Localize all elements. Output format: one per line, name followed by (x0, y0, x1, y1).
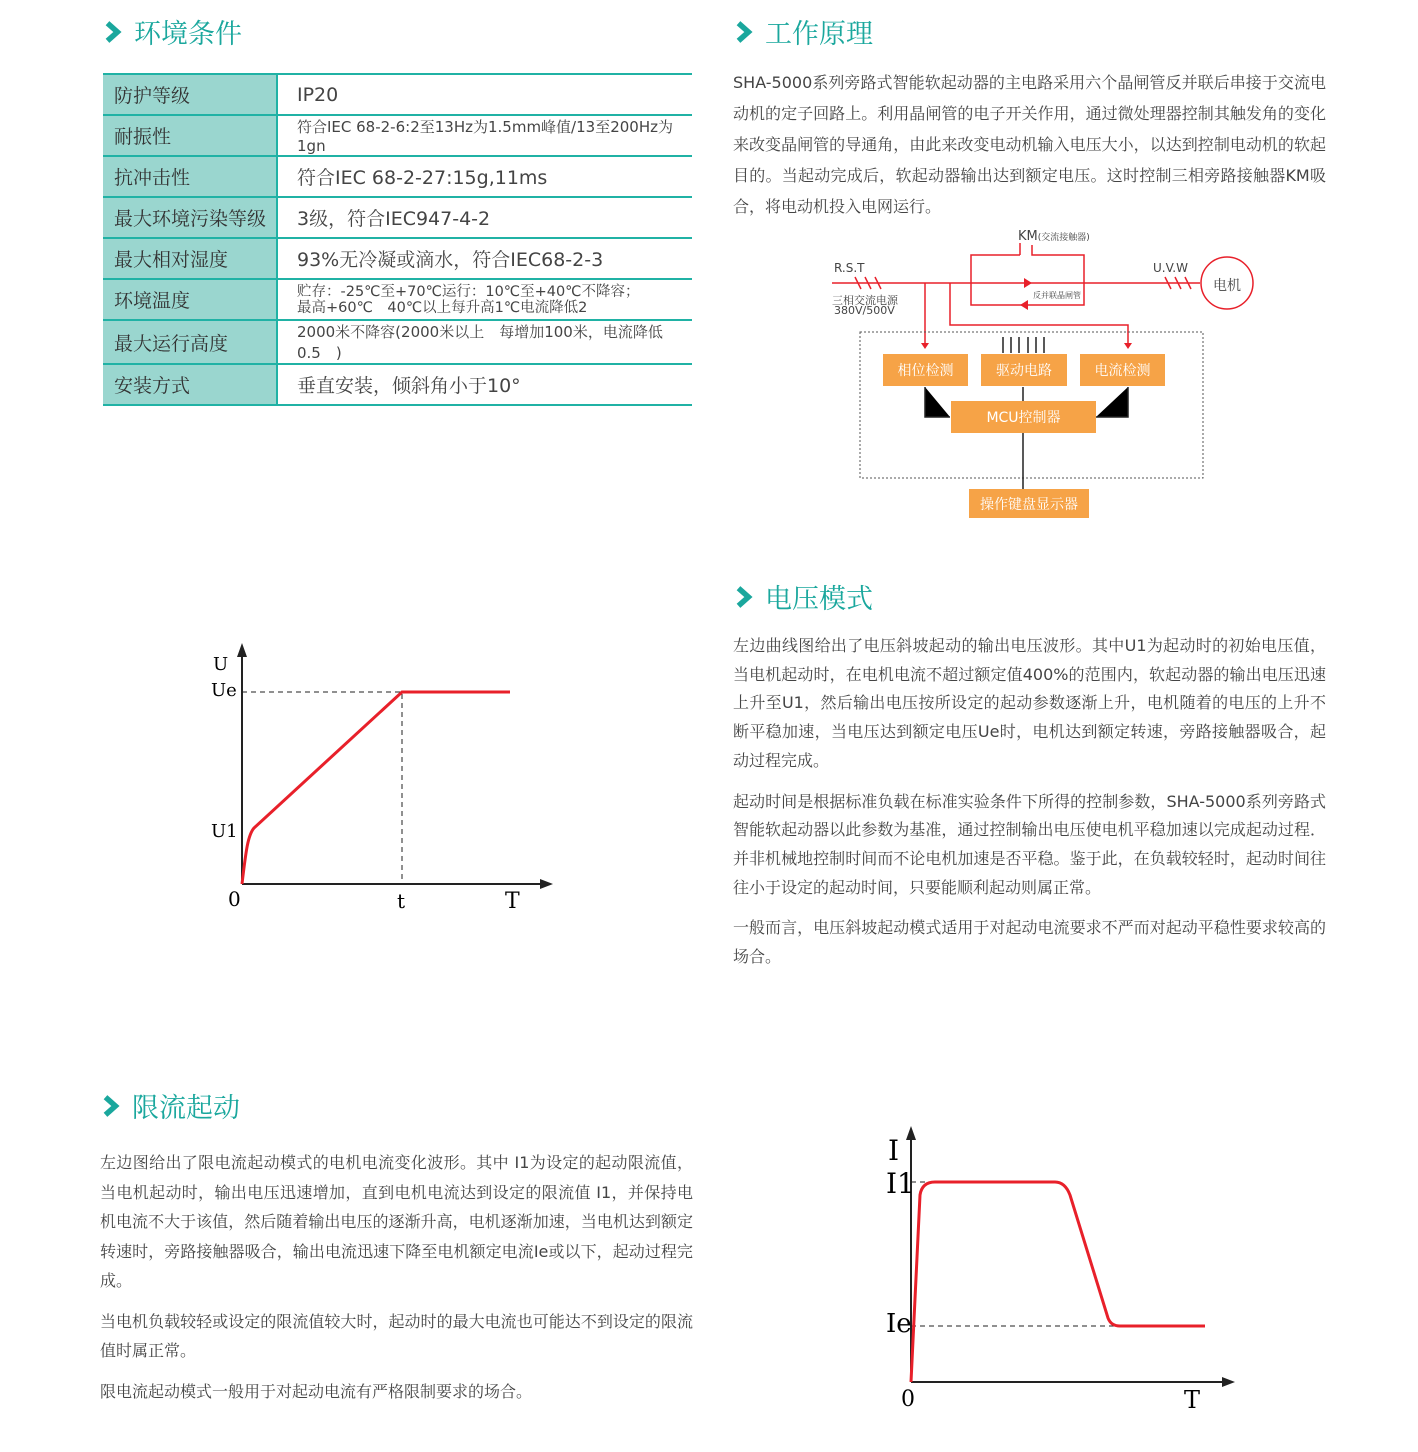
section-title-current: 限流起动 (100, 1086, 240, 1125)
row-value: 93%无冷凝或滴水，符合IEC68-2-3 (277, 238, 692, 279)
reference-lines (242, 692, 402, 884)
mcu-box: MCU控制器 (951, 401, 1096, 433)
section-title-voltage: 电压模式 (733, 577, 873, 616)
value-line: 贮存：-25℃至+70℃运行：10℃至+40℃不降容； (297, 283, 640, 300)
voltage-curve (242, 692, 510, 884)
row-key: 安装方式 (103, 364, 277, 405)
i1-label: I1 (886, 1167, 915, 1200)
current-text (100, 1148, 693, 1406)
row-key: 最大相对湿度 (103, 238, 277, 279)
reference-lines (911, 1182, 1205, 1326)
paragraph: 左边图给出了限电流起动模式的电机电流变化波形。其中 I1为设定的起动限流值，当电机起动时，输出电压迅速增加，直到电机电流达到设定的限流值 I1，并保持电机电流不大于该值，然后随着输出电压的逐渐升高，电机逐渐加速，当电机达到额定转速时，旁路接触器吸合，输出电流迅速下降至电机额定电流Ie或以下，起动过程完成。 (100, 1153, 693, 1290)
ie-label: Ie (886, 1309, 912, 1339)
km-label: KM(交流接触器) (1018, 229, 1090, 244)
u1-label: U1 (211, 821, 238, 842)
motor-label: 电机 (1213, 278, 1241, 294)
row-value: 垂直安装，倾斜角小于10° (277, 364, 692, 405)
current-detect-box: 电流检测 (1080, 354, 1165, 386)
section-title-principle: 工作原理 (733, 12, 873, 51)
origin-label: 0 (228, 887, 241, 911)
paragraph: 左边曲线图给出了电压斜坡起动的输出电压波形。其中U1为起动时的初始电压值，当电机起动时，在电机电流不超过额定值400%的范围内，软起动器的输出电压迅速上升至U1，然后输出电压按所设定的起动参数逐渐上升，电机随着的电压的上升不断平稳加速，当电压达到额定电压Ue时，电机达到额定转速，旁路接触器吸合，起动过程完成。 (733, 636, 1326, 770)
x-label: T (505, 889, 520, 914)
row-value: 符合IEC 68-2-6:2至13Hz为1.5mm峰值/13至200Hz为1gn (277, 115, 692, 156)
section-title-env: 环境条件 (102, 12, 242, 51)
y-label: I (888, 1134, 900, 1167)
t-label: t (397, 889, 406, 913)
voltage-text (733, 632, 1326, 972)
chevron-right-icon (100, 1095, 122, 1117)
voltage-label: 380V/500V (834, 304, 895, 317)
chevron-right-icon (733, 21, 755, 43)
principle-paragraph: SHA-5000系列旁路式智能软起动器的主电路采用六个晶闸管反并联后串接于交流电动机的定子回路上。利用晶闸管的电子开关作用，通过微处理器控制其触发角的变化来改变晶闸管的导通角，由此来改变电动机输入电压大小，以达到控制电动机的软起目的。当起动完成后，软起动器输出达到额定电压。这时控制三相旁路接触器KM吸合，将电动机投入电网运行。 (733, 73, 1326, 216)
paragraph: 限电流起动模式一般用于对起动电流有严格限制要求的场合。 (100, 1381, 533, 1401)
rst-label: R.S.T (834, 261, 865, 275)
origin-label: 0 (901, 1387, 915, 1412)
uvw-label: U.V.W (1153, 261, 1188, 275)
row-value: 3级，符合IEC947-4-2 (277, 197, 692, 238)
row-key: 最大运行高度 (103, 320, 277, 364)
drive-circuit-box: 驱动电路 (981, 354, 1067, 386)
row-value: 符合IEC 68-2-27:15g,11ms (277, 156, 692, 197)
thyristor-label: 反并联晶闸管 (1033, 291, 1081, 300)
y-label: U (213, 654, 229, 675)
row-value: IP20 (277, 74, 692, 115)
x-label: T (1184, 1386, 1201, 1414)
ue-label: Ue (211, 680, 237, 701)
current-chart (700, 1100, 1418, 1452)
row-key: 最大环境污染等级 (103, 197, 277, 238)
paragraph: 当电机负载较轻或设定的限流值较大时，起动时的最大电流也可能达不到设定的限流值时属正常。 (100, 1311, 693, 1360)
current-curve (911, 1182, 1205, 1382)
paragraph: 一般而言，电压斜坡起动模式适用于对起动电流要求不严而对起动平稳性要求较高的场合。 (733, 918, 1326, 967)
row-value: 2000米不降容(2000米以上 每增加100米，电流降低0.5 ) (277, 320, 692, 364)
row-key: 环境温度 (103, 279, 277, 320)
paragraph: 起动时间是根据标准负载在标准实验条件下所得的控制参数，SHA-5000系列旁路式智能软起动器以此参数为基准，通过控制输出电压使电机平稳加速以完成起动过程．并非机械地控制时间而不论电机加速是否平稳。鉴于此，在负载较轻时，起动时间往往小于设定的起动时间，只要能顺利起动则属正常。 (733, 791, 1326, 897)
row-key: 抗冲击性 (103, 156, 277, 197)
value-line: 最高+60℃ 40℃以上每升高1℃电流降低2 (297, 299, 588, 316)
keypad-display-box: 操作键盘显示器 (969, 489, 1089, 518)
chevron-right-icon (733, 586, 755, 608)
source-label: 三相交流电源 (832, 294, 898, 307)
row-key: 防护等级 (103, 74, 277, 115)
phase-detect-box: 相位检测 (883, 354, 968, 386)
row-key: 耐振性 (103, 115, 277, 156)
voltage-chart (0, 0, 700, 1000)
